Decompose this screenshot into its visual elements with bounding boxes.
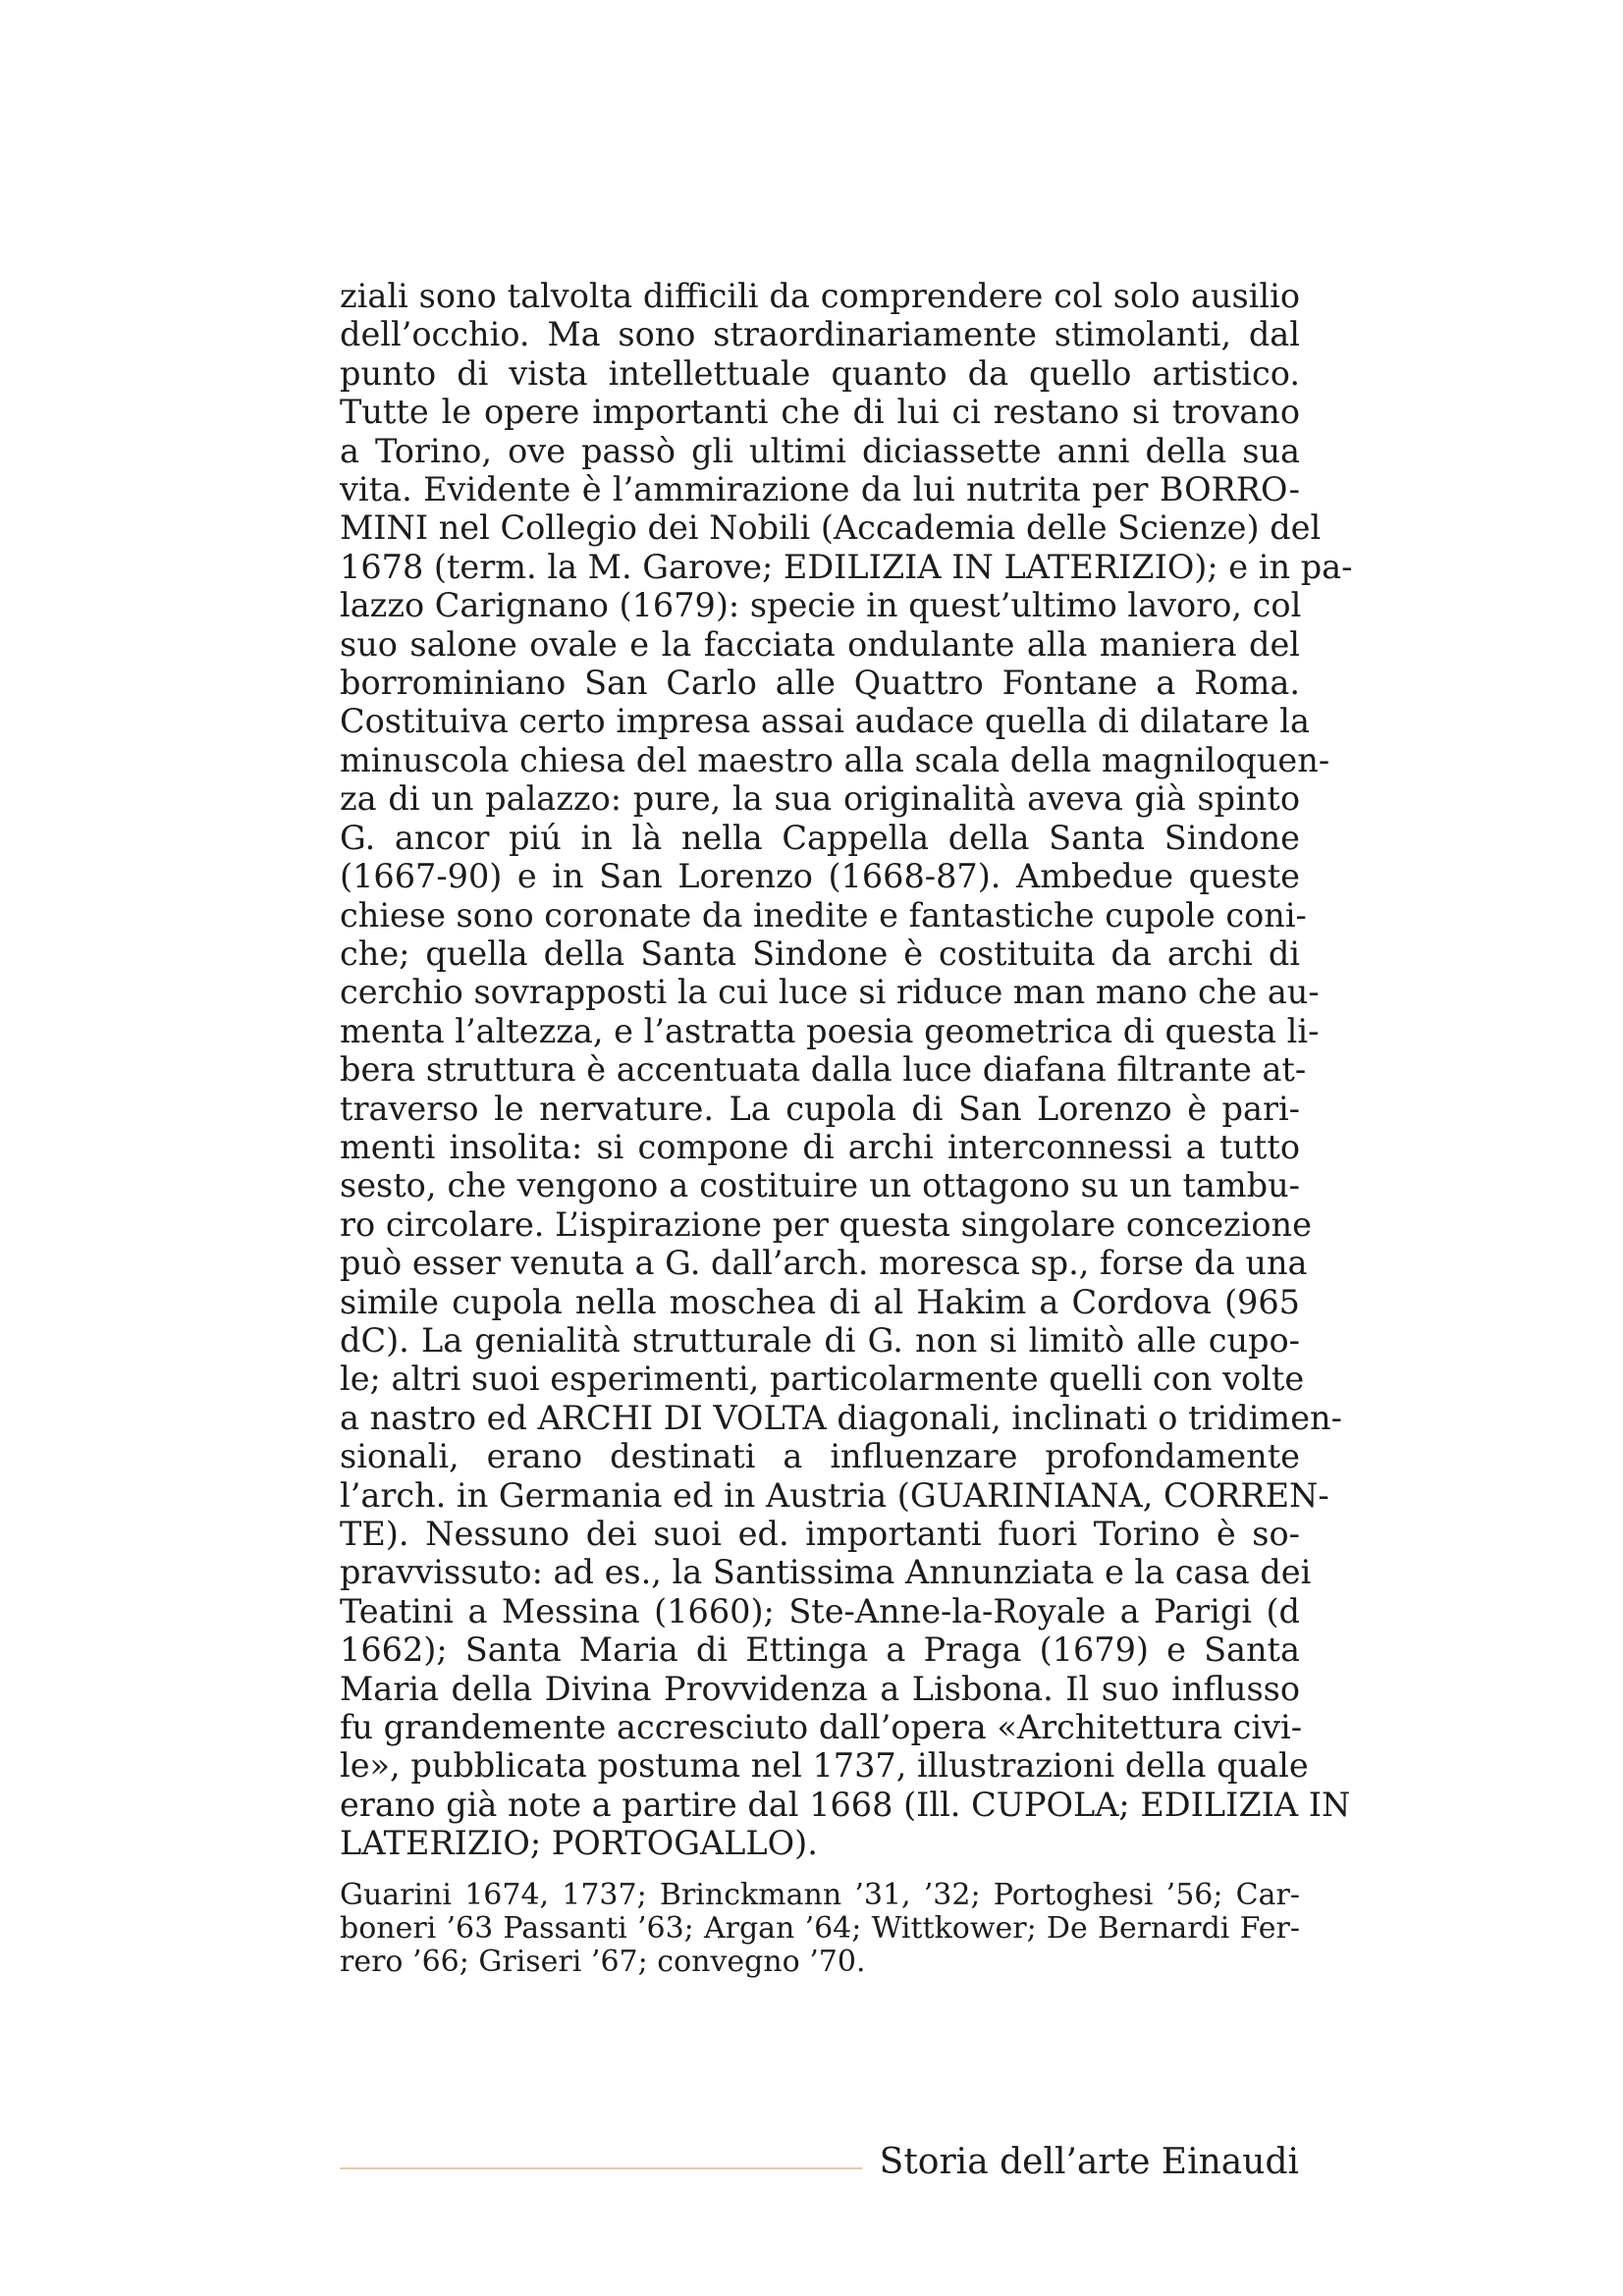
body-line: sionali, erano destinati a influenzare profondamente — [340, 1437, 1300, 1476]
body-line: bera struttura è accentuata dalla luce diafana filtrante at- — [340, 1050, 1307, 1090]
body-line: vita. Evidente è l’ammirazione da lui nutrita per BORRO- — [340, 470, 1300, 509]
body-line: le», pubblicata postuma nel 1737, illustrazioni della quale — [340, 1746, 1309, 1786]
body-line: a nastro ed ARCHI DI VOLTA diagonali, inclinati o tridimen- — [340, 1398, 1342, 1437]
body-line: menti insolita: si compone di archi interconnessi a tutto — [340, 1127, 1300, 1166]
body-line: erano già note a partire dal 1668 (Ill. CUPOLA; EDILIZIA IN — [340, 1785, 1351, 1824]
body-line: dC). La genialità strutturale di G. non si limitò alle cupo- — [340, 1320, 1300, 1360]
bibliography-line: boneri ’63 Passanti ’63; Argan ’64; Wittkower; De Bernardi Fer- — [340, 1910, 1300, 1946]
body-line: dell’occhio. Ma sono straordinariamente stimolanti, dal — [340, 315, 1300, 354]
body-line: a Torino, ove passò gli ultimi diciassette anni della sua — [340, 431, 1300, 470]
body-line: MINI nel Collegio dei Nobili (Accademia delle Scienze) del — [340, 508, 1322, 548]
body-line: fu grandemente accresciuto dall’opera «Architettura civi- — [340, 1708, 1303, 1747]
body-line: punto di vista intellettuale quanto da quello artistico. — [340, 353, 1300, 393]
body-line: za di un palazzo: pure, la sua originalità aveva già spinto — [340, 779, 1300, 819]
bibliography — [340, 1879, 1300, 1979]
body-line: cerchio sovrapposti la cui luce si riduce man mano che au- — [340, 973, 1320, 1012]
body-line: TE). Nessuno dei suoi ed. importanti fuori Torino è so- — [340, 1515, 1300, 1553]
body-line: 1678 (term. la M. Garove; EDILIZIA IN LATERIZIO); e in pa- — [340, 547, 1353, 586]
body-line: minuscola chiesa del maestro alla scala della magniloquen- — [340, 740, 1330, 779]
body-line: suo salone ovale e la facciata ondulante alla maniera del — [340, 624, 1300, 664]
bibliography-line: Guarini 1674, 1737; Brinckmann ’31, ’32; Portoghesi ’56; Car- — [340, 1877, 1300, 1912]
body-line: chiese sono coronate da inedite e fantastiche cupole coni- — [340, 895, 1307, 934]
body-line: può esser venuta a G. dall’arch. moresca sp., forse da una — [340, 1244, 1308, 1283]
body-line: le; altri suoi esperimenti, particolarmente quelli con volte — [340, 1360, 1305, 1399]
body-line: ziali sono talvolta difficili da comprendere col solo ausilio — [340, 277, 1300, 315]
body-line: Tutte le opere importanti che di lui ci restano si trovano — [340, 393, 1300, 432]
body-line: Costituiva certo impresa assai audace quella di dilatare la — [340, 702, 1310, 741]
body-line: che; quella della Santa Sindone è costituita da archi di — [340, 934, 1300, 973]
body-line: ro circolare. L’ispirazione per questa singolare concezione — [340, 1204, 1312, 1244]
body-line: simile cupola nella moschea di al Hakim a Cordova (965 — [340, 1282, 1300, 1321]
body-line: l’arch. in Germania ed in Austria (GUARINIANA, CORREN- — [340, 1475, 1329, 1515]
article-column — [340, 277, 1353, 1979]
body-line: Maria della Divina Provvidenza a Lisbona. Il suo influsso — [340, 1669, 1300, 1708]
body-line: lazzo Carignano (1679): specie in quest’ultimo lavoro, col — [340, 586, 1302, 625]
body-line: Teatini a Messina (1660); Ste-Anne-la-Royale a Parigi (d — [340, 1591, 1300, 1630]
body-line: LATERIZIO; PORTOGALLO). — [340, 1824, 818, 1863]
body-line: sesto, che vengono a costituire un ottagono su un tambu- — [340, 1166, 1300, 1205]
body-line: traverso le nervature. La cupola di San Lorenzo è pari- — [340, 1089, 1300, 1128]
body-line: 1662); Santa Maria di Ettinga a Praga (1679) e Santa — [340, 1630, 1300, 1670]
body-line: G. ancor piú in là nella Cappella della Santa Sindone — [340, 818, 1300, 857]
footer-divider — [340, 2167, 862, 2169]
footer-publication-title: Storia dell’arte Einaudi — [879, 2142, 1299, 2182]
body-line: (1667-90) e in San Lorenzo (1668-87). Ambedue queste — [340, 857, 1300, 896]
article-body — [340, 277, 1353, 1863]
body-line: borrominiano San Carlo alle Quattro Fontane a Roma. — [340, 664, 1300, 703]
body-line: menta l’altezza, e l’astratta poesia geometrica di questa li- — [340, 1011, 1320, 1050]
bibliography-line: rero ’66; Griseri ’67; convegno ’70. — [340, 1944, 866, 1979]
body-line: pravvissuto: ad es., la Santissima Annunziata e la casa dei — [340, 1553, 1312, 1592]
